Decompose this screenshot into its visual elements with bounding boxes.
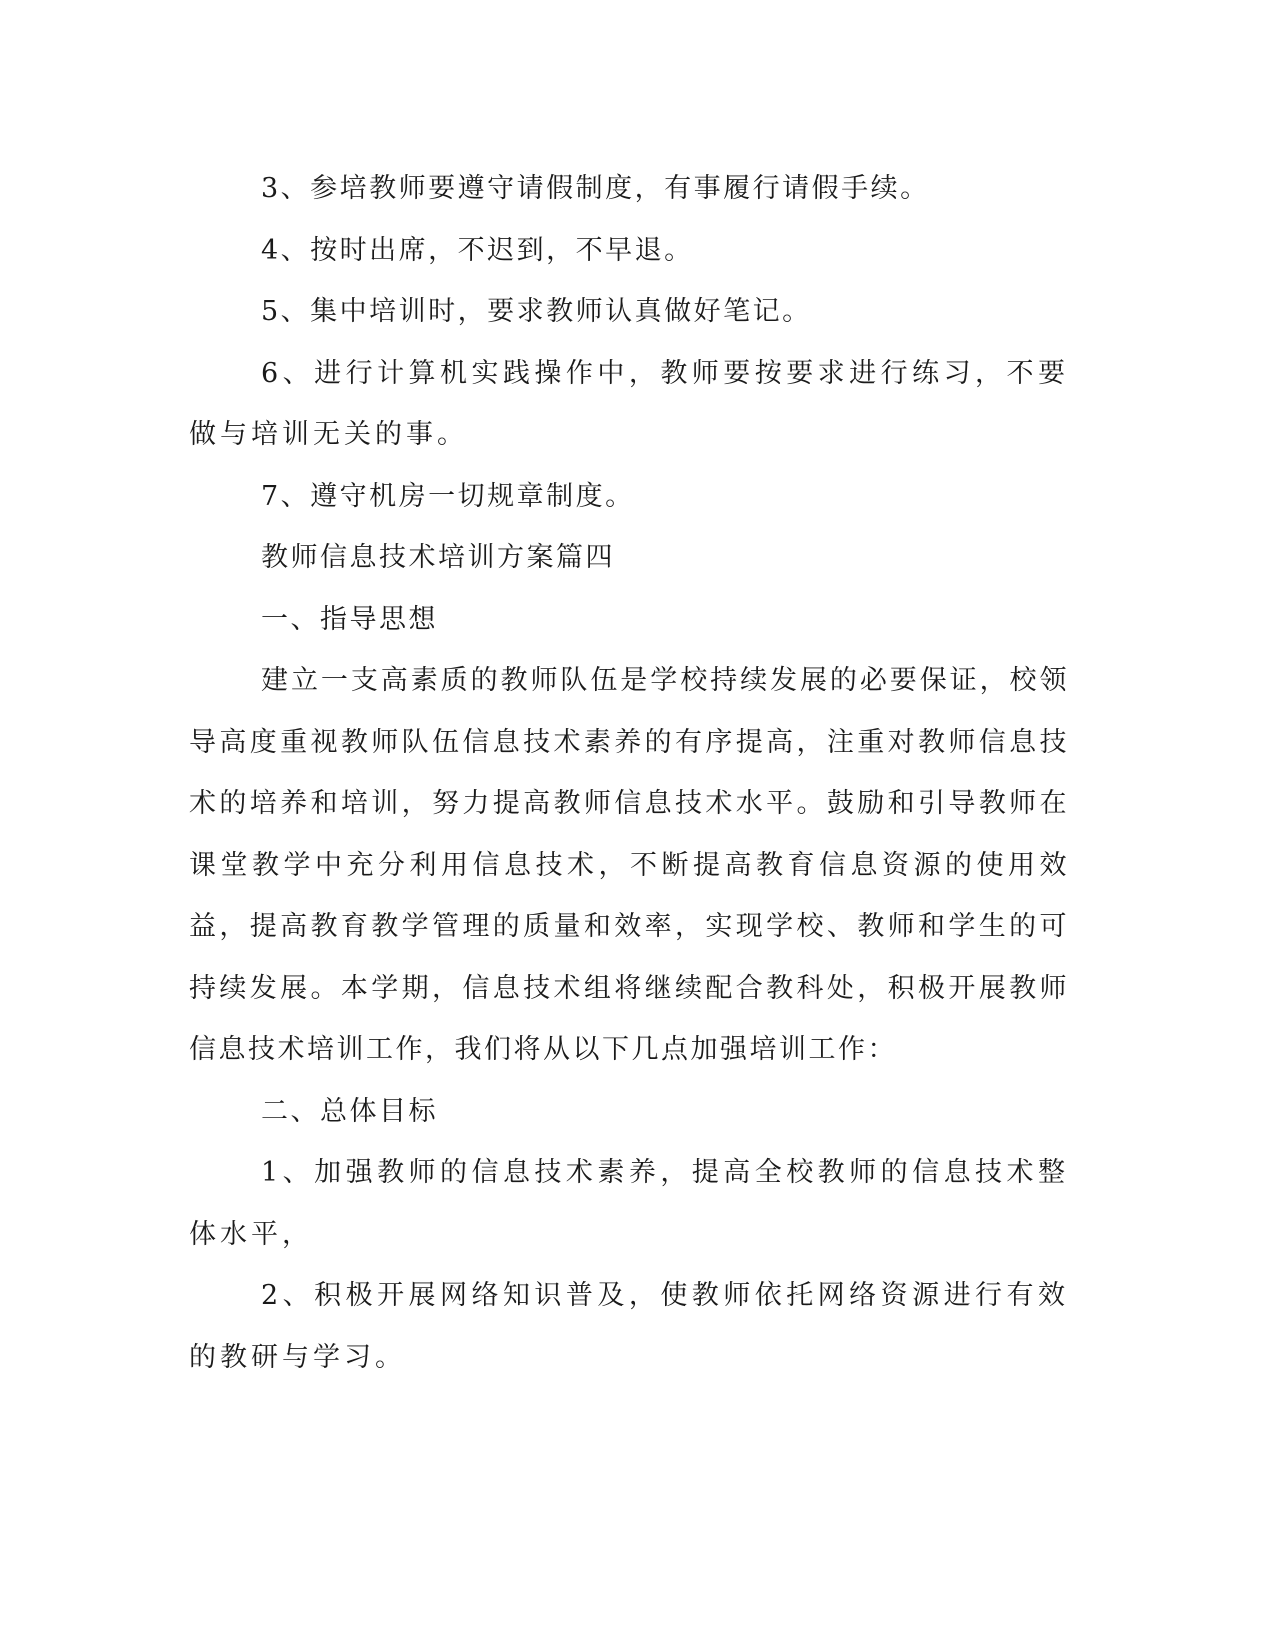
section-title: 教师信息技术培训方案篇四 [261,542,615,573]
guiding-ideology-paragraph: 建立一支高素质的教师队伍是学校持续发展的必要保证，校领导高度重视教师队伍信息技术素养的有序提高，注重对教师信息技术的培养和培训，努力提高教师信息技术水平。鼓励和引导教师在课堂教学中充分利用信息技术，不断提高教育信息资源的使用效益，提高教育教学管理的质量和效率，实现学校、教师和学生的可持续发展。本学期，信息技术组将继续配合教科处，积极开展教师信息技术培训工作，我们将从以下几点加强培训工作： [189,665,1069,1065]
rule-item-5: 5、集中培训时，要求教师认真做好笔记。 [261,296,812,327]
rule-item-7: 7、遵守机房一切规章制度。 [261,480,635,512]
goal-item-2: 2、积极开展网络知识普及，使教师依托网络资源进行有效的教研与学习。 [189,1280,1069,1373]
document-body [189,158,1069,1388]
rule-item-3: 3、参培教师要遵守请假制度，有事履行请假手续。 [261,173,930,204]
heading-overall-goals: 二、总体目标 [261,1095,438,1127]
rule-item-6: 6、进行计算机实践操作中，教师要按要求进行练习，不要做与培训无关的事。 [189,357,1069,450]
goal-item-1: 1、加强教师的信息技术素养，提高全校教师的信息技术整体水平， [189,1157,1069,1250]
rule-item-4: 4、按时出席，不迟到，不早退。 [261,234,694,266]
heading-guiding-ideology: 一、指导思想 [261,603,438,635]
